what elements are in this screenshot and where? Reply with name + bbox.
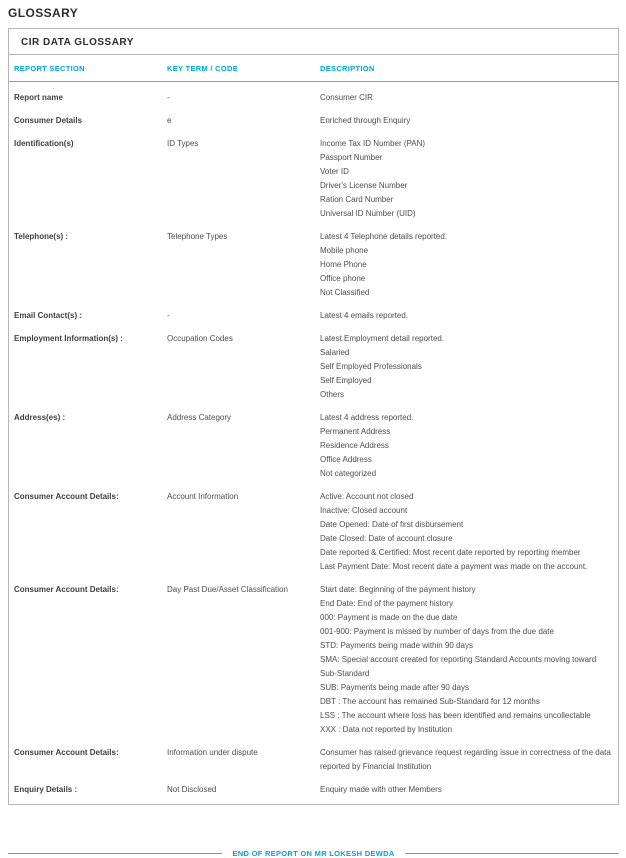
glossary-card [8,28,619,805]
description-line: Salaried [320,348,350,357]
description-line: Permanent Address [320,427,391,436]
description-line: Consumer has raised grievance request regarding issue in correctness of the data reported by Financial Institution [320,748,611,771]
description-cell [320,332,612,402]
description-line: Ration Card Number [320,195,394,204]
description-cell [320,230,612,300]
glossary-table-row [9,323,618,402]
description-line: Mobile phone [320,246,369,255]
description-line: XXX : Data not reported by Institution [320,725,453,734]
key-term-cell: Day Past Due/Asset Classification [167,585,288,594]
key-term-cell: ID Types [167,139,199,148]
description-line: Not categorized [320,469,377,478]
description-line: Inactive: Closed account [320,506,408,515]
glossary-table-row [9,481,618,574]
description-line: Enriched through Enquiry [320,116,411,125]
description-line: Voter ID [320,167,349,176]
glossary-table-row [9,128,618,221]
description-line: Passport Number [320,153,383,162]
description-line: Latest 4 emails reported. [320,311,409,320]
description-line: Consumer CIR [320,93,373,102]
footer-rule-right [405,853,619,854]
description-line: Self Employed Professionals [320,362,422,371]
description-line: Income Tax ID Number (PAN) [320,139,426,148]
description-cell [320,411,612,481]
report-section-cell: Consumer Account Details: [14,492,119,501]
description-line: Date Closed: Date of account closure [320,534,453,543]
glossary-table-row [9,774,618,804]
description-line: Not Classified [320,288,370,297]
glossary-table-body [9,82,618,804]
glossary-table-row [9,221,618,300]
description-line: Residence Address [320,441,389,450]
glossary-table-row [9,574,618,737]
description-line: LSS : The account where loss has been identified and remains uncollectable [320,711,591,720]
key-term-cell: Occupation Codes [167,334,233,343]
report-section-cell: Report name [14,93,63,102]
description-line: SMA: Special account created for reporting Standard Accounts moving toward Sub-Standard [320,655,597,678]
key-term-cell: - [167,93,170,102]
description-line: End Date: End of the payment history [320,599,453,608]
report-section-cell: Telephone(s) : [14,232,69,241]
column-header-report-section: REPORT SECTION [14,64,85,73]
description-line: Home Phone [320,260,367,269]
description-cell [320,114,612,128]
column-header-key-term-code: KEY TERM / CODE [167,64,239,73]
description-cell [320,309,612,323]
description-cell [320,91,612,105]
report-section-cell: Enquiry Details : [14,785,78,794]
description-line: Universal ID Number (UID) [320,209,416,218]
description-line: STD: Payments being made within 90 days [320,641,473,650]
report-section-cell: Email Contact(s) : [14,311,83,320]
description-cell [320,746,612,774]
key-term-cell: Account Information [167,492,239,501]
key-term-cell: - [167,311,170,320]
description-cell [320,583,612,737]
description-line: 001-900: Payment is missed by number of days from the due date [320,627,554,636]
report-footer [8,849,619,858]
key-term-cell: e [167,116,172,125]
report-section-cell: Consumer Details [14,116,83,125]
page-title: GLOSSARY [8,6,79,20]
end-of-report-label: END OF REPORT ON MR LOKESH DEWDA [232,849,395,858]
description-line: Latest Employment detail reported. [320,334,445,343]
description-line: Office Address [320,455,372,464]
description-line: Latest 4 address reported. [320,413,414,422]
glossary-table-row [9,105,618,128]
description-line: Last Payment Date: Most recent date a payment was made on the account. [320,562,588,571]
report-section-cell: Consumer Account Details: [14,748,119,757]
report-section-cell: Consumer Account Details: [14,585,119,594]
description-line: Office phone [320,274,366,283]
glossary-table-header [9,55,618,82]
description-line: Latest 4 Telephone details reported. [320,232,448,241]
description-line: 000: Payment is made on the due date [320,613,458,622]
glossary-table-row [9,402,618,481]
footer-rule-left [8,853,222,854]
glossary-table-row [9,737,618,774]
key-term-cell: Not Disclosed [167,785,217,794]
description-line: Enquiry made with other Members [320,785,442,794]
glossary-table-row [9,300,618,323]
description-line: Date reported & Certified: Most recent date reported by reporting member [320,548,581,557]
description-line: Self Employed [320,376,372,385]
glossary-table-row [9,82,618,105]
description-line: Date Opened: Date of first disbursement [320,520,464,529]
glossary-card-title: CIR DATA GLOSSARY [9,29,618,55]
description-line: Active: Account not closed [320,492,414,501]
description-line: SUB: Payments being made after 90 days [320,683,469,692]
report-section-cell: Address(es) : [14,413,66,422]
description-cell [320,783,612,797]
description-line: Driver's License Number [320,181,408,190]
report-section-cell: Identification(s) [14,139,74,148]
description-line: Others [320,390,345,399]
description-cell [320,490,612,574]
description-line: DBT : The account has remained Sub-Standard for 12 months [320,697,540,706]
key-term-cell: Address Category [167,413,232,422]
description-line: Start date: Beginning of the payment history [320,585,476,594]
column-header-description: DESCRIPTION [320,64,375,73]
description-cell [320,137,612,221]
key-term-cell: Telephone Types [167,232,228,241]
key-term-cell: Information under dispute [167,748,258,757]
report-section-cell: Employment Information(s) : [14,334,123,343]
